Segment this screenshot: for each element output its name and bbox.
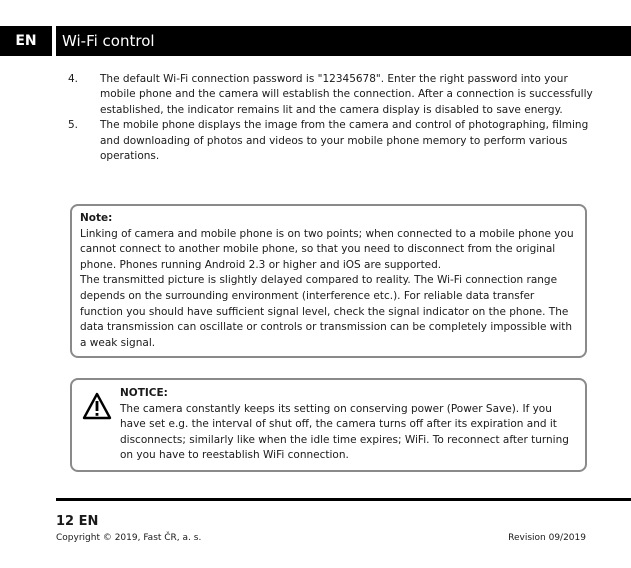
steps-list <box>68 72 593 164</box>
step-number: 4. <box>68 73 79 85</box>
note-title: Note: <box>80 212 113 224</box>
step-item <box>68 118 593 164</box>
footer-divider <box>56 498 631 501</box>
note-paragraph: The transmitted picture is slightly delayed compared to reality. The Wi-Fi connection range depends on the surrounding environment (interference etc.). For reliable data transfer function you should have sufficient signal level, check the signal indicator on the phone. The data transmission can oscillate or controls or transmission can be completely impossible with a weak signal. <box>80 274 573 349</box>
page-header <box>0 26 631 56</box>
revision-text: Revision 09/2019 <box>508 533 586 543</box>
step-item <box>68 72 593 118</box>
notice-title: NOTICE: <box>120 387 168 399</box>
notice-text: The camera constantly keeps its setting on conserving power (Power Save). If you have set e.g. the interval of shut off, the camera turns off after its expiration and it disconnects; similarly like when the idle time expires; WiFi. To reconnect after turning on you have to reestablish WiFi connection. <box>120 402 569 462</box>
page-number: 12 EN <box>56 514 99 529</box>
copyright-text: Copyright © 2019, Fast ČR, a. s. <box>56 533 202 543</box>
warning-triangle-icon <box>82 392 112 420</box>
step-number: 5. <box>68 119 79 132</box>
step-text: The default Wi-Fi connection password is "12345678". Enter the right password into your mobile phone and the camera will establish the connection. After a connection is successfully established, the indicator remains lit and the camera display is disabled to save energy. <box>100 73 593 116</box>
notice-box <box>70 378 587 472</box>
note-box <box>70 204 587 358</box>
note-paragraph: Linking of camera and mobile phone is on two points; when connected to a mobile phone you cannot connect to another mobile phone, so that you need to disconnect from the original phone. Phones running Android 2.3 or higher and iOS are supported. <box>80 227 574 271</box>
section-title: Wi-Fi control <box>56 26 631 56</box>
language-tab: EN <box>0 26 52 56</box>
step-text: The mobile phone displays the image from the camera and control of photographing, filming and downloading of photos and videos to your mobile phone memory to perform various operations. <box>100 119 589 163</box>
